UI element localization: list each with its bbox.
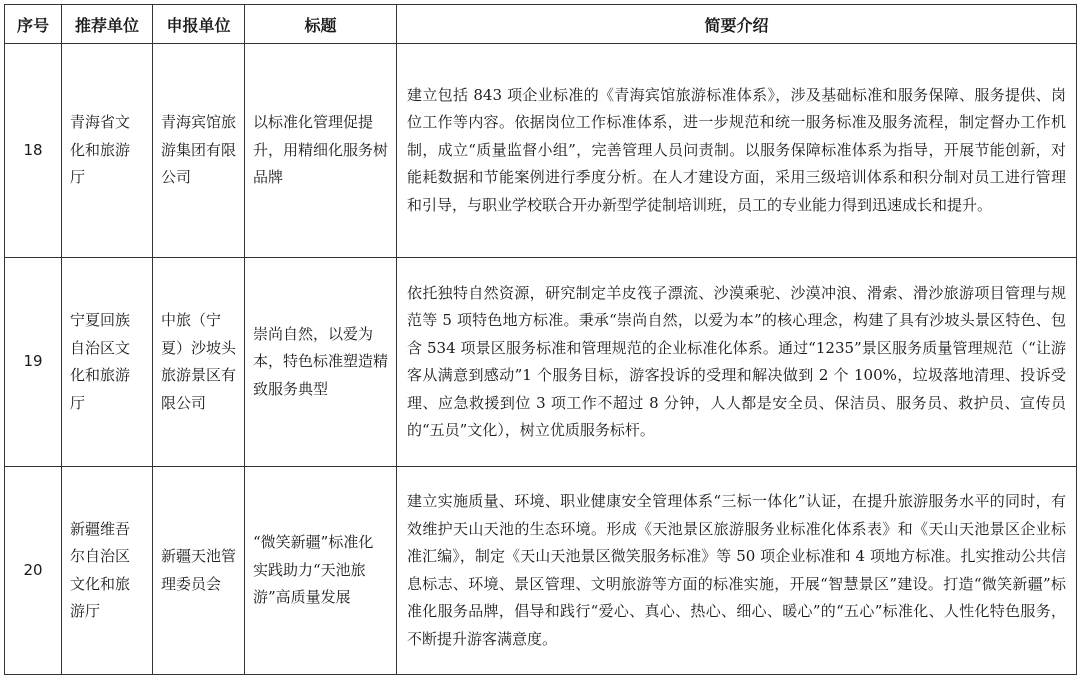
header-index: 序号 [5,5,62,44]
header-recommender: 推荐单位 [62,5,153,44]
table-row [5,44,1077,258]
table-row [5,467,1077,675]
header-row [5,5,1077,44]
row-applicant: 中旅（宁夏）沙坡头旅游景区有限公司 [153,258,245,467]
row-index: 19 [5,258,62,467]
row-recommender: 宁夏回族自治区文化和旅游厅 [62,258,153,467]
row-recommender: 青海省文化和旅游厅 [62,44,153,258]
row-recommender: 新疆维吾尔自治区文化和旅游厅 [62,467,153,675]
row-index: 20 [5,467,62,675]
row-title: 以标准化管理促提升，用精细化服务树品牌 [245,44,397,258]
header-title: 标题 [245,5,397,44]
header-applicant: 申报单位 [153,5,245,44]
case-table [4,4,1077,675]
row-index: 18 [5,44,62,258]
row-intro: 依托独特自然资源，研究制定羊皮筏子漂流、沙漠乘驼、沙漠冲浪、滑索、滑沙旅游项目管理与规范等 5 项特色地方标准。秉承“崇尚自然，以爱为本”的核心理念，构建了具有沙坡头景区特色、包含 534 项景区服务标准和管理规范的企业标准化体系。通过“1235”景区服务质量管理规范（“让游客从满意到感动”1 个服务目标，游客投诉的受理和解决做到 2 个 100%，垃圾落地清理、投诉受理、应急救援到位 3 项工作不超过 8 分钟，人人都是安全员、保洁员、服务员、救护员、宣传员的“五员”文化），树立优质服务标杆。 [397,258,1077,467]
row-applicant: 新疆天池管理委员会 [153,467,245,675]
row-title: “微笑新疆”标准化实践助力“天池旅游”高质量发展 [245,467,397,675]
table-row [5,258,1077,467]
row-intro: 建立包括 843 项企业标准的《青海宾馆旅游标准体系》，涉及基础标准和服务保障、服务提供、岗位工作等内容。依据岗位工作标准体系，进一步规范和统一服务标准及服务流程，制定督办工作机制，成立“质量监督小组”，完善管理人员问责制。以服务保障标准体系为指导，开展节能创新，对能耗数据和节能案例进行季度分析。在人才建设方面，采用三级培训体系和积分制对员工进行管理和引导，与职业学校联合开办新型学徒制培训班，员工的专业能力得到迅速成长和提升。 [397,44,1077,258]
row-intro: 建立实施质量、环境、职业健康安全管理体系“三标一体化”认证，在提升旅游服务水平的同时，有效维护天山天池的生态环境。形成《天池景区旅游服务业标准化体系表》和《天山天池景区企业标准汇编》，制定《天山天池景区微笑服务标准》等 50 项企业标准和 4 项地方标准。扎实推动公共信息标志、环境、景区管理、文明旅游等方面的标准实施，开展“智慧景区”建设。打造“微笑新疆”标准化服务品牌，倡导和践行“爱心、真心、热心、细心、暖心”的“五心”标准化、人性化特色服务，不断提升游客满意度。 [397,467,1077,675]
header-intro: 简要介绍 [397,5,1077,44]
row-applicant: 青海宾馆旅游集团有限公司 [153,44,245,258]
row-title: 崇尚自然，以爱为本，特色标准塑造精致服务典型 [245,258,397,467]
